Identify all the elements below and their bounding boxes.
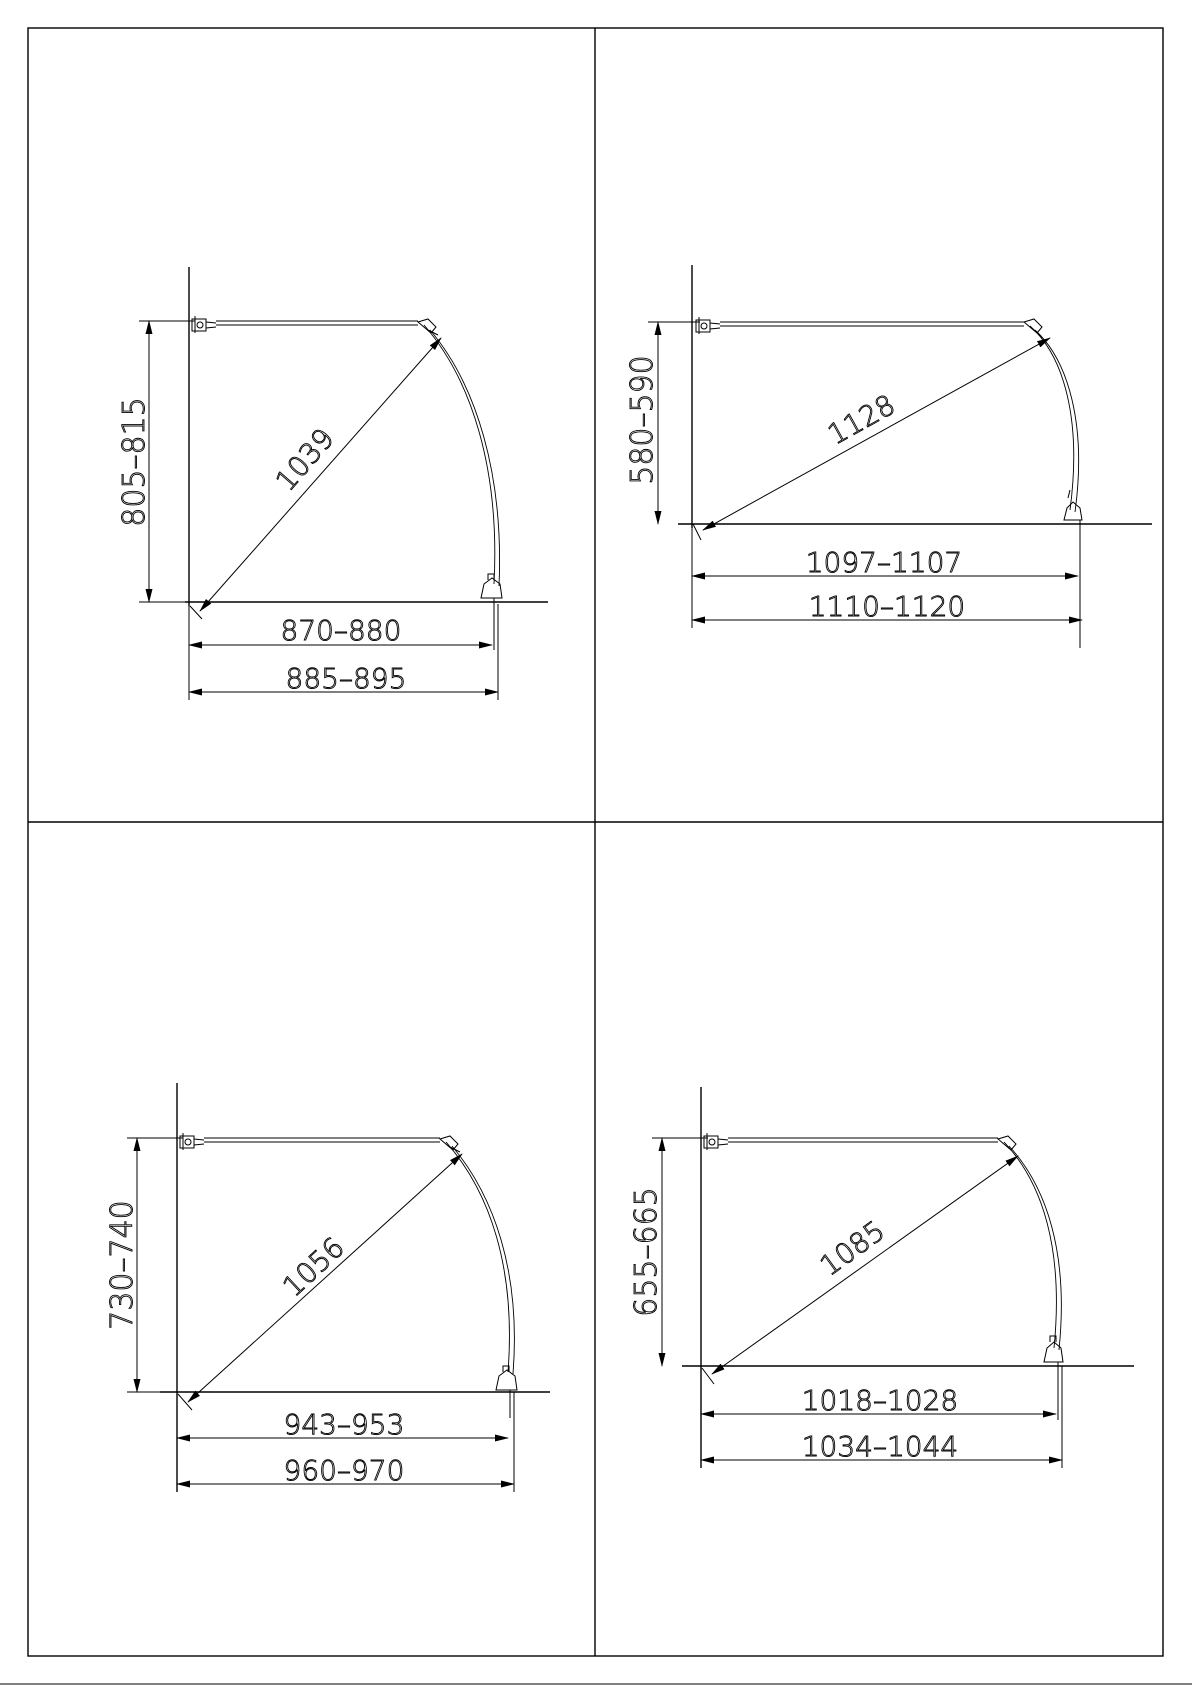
height-range-label: 580–590 bbox=[625, 355, 660, 485]
diagonal-tick bbox=[693, 524, 701, 540]
panel-top-right bbox=[625, 265, 1152, 648]
curved-glass-door bbox=[446, 1142, 514, 1374]
height-range-label: 655–665 bbox=[629, 1187, 664, 1317]
inner-width-label: 1097–1107 bbox=[805, 546, 963, 579]
corner-hinge-icon bbox=[998, 1136, 1016, 1150]
inner-width-label: 870–880 bbox=[280, 614, 402, 647]
panel-bottom-left bbox=[105, 1083, 550, 1492]
wall-bracket-icon bbox=[696, 317, 720, 334]
height-range-label: 730–740 bbox=[105, 1200, 140, 1330]
corner-hinge-icon bbox=[418, 319, 438, 335]
floor-hinge-icon bbox=[1064, 490, 1082, 648]
inner-width-label: 1018–1028 bbox=[801, 1384, 959, 1417]
diagonal-label: 1128 bbox=[822, 387, 901, 452]
panel-top-left bbox=[117, 267, 548, 700]
curved-glass-door bbox=[1030, 326, 1079, 512]
outer-width-label: 885–895 bbox=[285, 662, 407, 695]
wall-bracket-icon bbox=[704, 1133, 728, 1150]
panel-bottom-right bbox=[629, 1087, 1134, 1468]
diagonal-label: 1056 bbox=[276, 1230, 351, 1304]
floor-hinge-icon bbox=[1044, 1336, 1063, 1420]
diagonal-tick bbox=[190, 606, 202, 619]
upper-glass-rail bbox=[728, 1138, 998, 1142]
diagonal-tick bbox=[178, 1394, 192, 1410]
height-range-label: 805–815 bbox=[117, 397, 152, 527]
corner-hinge-icon bbox=[1024, 319, 1042, 333]
curved-glass-door bbox=[424, 325, 500, 586]
outer-width-label: 1110–1120 bbox=[808, 590, 966, 623]
diagonal-dimension-line bbox=[712, 1156, 1018, 1374]
diagonal-dimension-line bbox=[200, 338, 441, 611]
diagonal-tick bbox=[702, 1368, 714, 1384]
inner-width-label: 943–953 bbox=[283, 1408, 405, 1441]
diagonal-label: 1085 bbox=[813, 1214, 891, 1283]
panel-walls bbox=[678, 265, 1152, 528]
corner-hinge-icon bbox=[440, 1136, 460, 1152]
wall-bracket-icon bbox=[192, 316, 216, 333]
panel-walls bbox=[185, 267, 548, 606]
outer-width-label: 1034–1044 bbox=[801, 1430, 959, 1463]
upper-glass-rail bbox=[720, 322, 1024, 326]
diagonal-label: 1039 bbox=[269, 422, 341, 498]
upper-glass-rail bbox=[204, 1138, 440, 1142]
upper-glass-rail bbox=[216, 321, 418, 325]
wall-bracket-icon bbox=[180, 1133, 204, 1150]
curved-glass-door bbox=[1004, 1142, 1061, 1350]
outer-width-label: 960–970 bbox=[283, 1454, 405, 1487]
diagonal-dimension-line bbox=[703, 338, 1050, 530]
